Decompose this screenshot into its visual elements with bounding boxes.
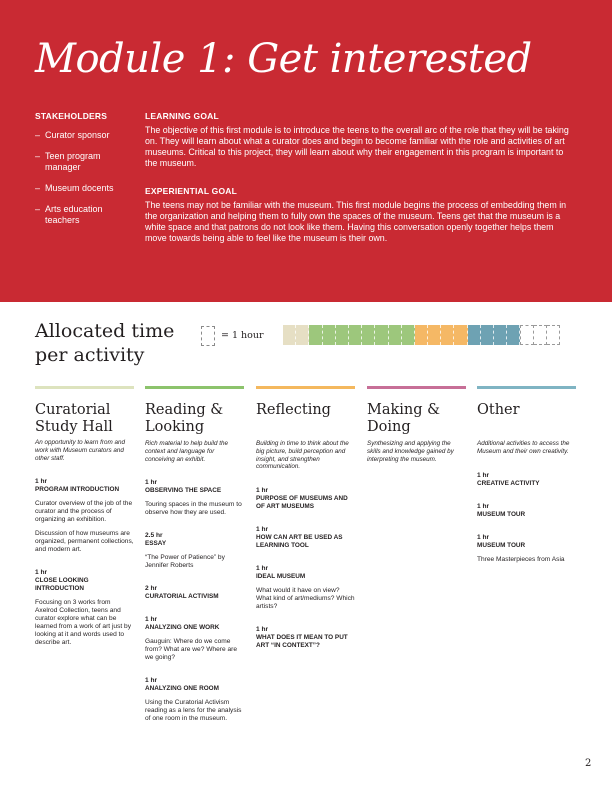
page-number: 2	[585, 758, 592, 769]
stakeholder-item: – Curator sponsor	[35, 130, 135, 141]
activity-description: Using the Curatorial Activism reading as a lens for the analysis of one room in the museum.	[145, 699, 242, 723]
page-title: Module 1: Get interested	[35, 36, 532, 82]
activity-duration: 1 hr	[256, 565, 269, 573]
activity-item	[145, 479, 244, 517]
activity-description: Three Masterpieces from Asia	[477, 555, 565, 563]
activity-description: Touring spaces in the museum to observe how they are used.	[145, 501, 242, 517]
hour-block-reading	[389, 325, 402, 345]
activity-duration: 1 hr	[477, 471, 490, 479]
activity-item	[256, 487, 355, 511]
activity-item	[35, 569, 134, 647]
hour-block-reflecting	[441, 325, 454, 345]
column-title: Curatorial Study Hall	[35, 402, 113, 435]
column-color-rule	[367, 386, 466, 389]
activity-title: ANALYZING ONE ROOM	[145, 685, 219, 693]
hour-block-other	[507, 325, 520, 345]
activity-item	[145, 677, 244, 723]
stakeholders-section	[35, 111, 135, 236]
activity-description: Discussion of how museums are organized, permanent collections, and modern art.	[35, 530, 134, 554]
column-description: Additional activities to access the Museum and their own creativity.	[477, 440, 570, 455]
stakeholders-heading: STAKEHOLDERS	[35, 111, 108, 121]
activity-list	[477, 472, 576, 564]
activity-list	[145, 479, 244, 723]
activity-duration: 2 hr	[145, 585, 158, 593]
hour-block-reading	[336, 325, 349, 345]
hour-block-curatorial	[283, 325, 296, 345]
activity-description: What would it have on view? What kind of art/mediums? Which artists?	[256, 587, 355, 611]
experiential-goal-heading: EXPERIENTIAL GOAL	[145, 186, 238, 196]
hour-block-reflecting	[454, 325, 467, 345]
hour-block-other	[481, 325, 494, 345]
allocated-time-line1: Allocated time	[35, 320, 175, 342]
hour-block-reflecting	[415, 325, 428, 345]
activity-title: ESSAY	[145, 540, 167, 548]
column-color-rule	[35, 386, 134, 389]
activity-item	[477, 503, 576, 519]
experiential-goal-text: The teens may not be familiar with the museum. This first module begins the process of embedding them in the organization and helping them to fully own the spaces of the museum. Teens get that the museum is a white space and that patrons do not look like them. Having this conversation openly together helps them move towards being able to feel like the museum is their own.	[145, 200, 567, 243]
activity-title: CLOSE LOOKING INTRODUCTION	[35, 577, 89, 593]
column-description: Building in time to think about the big picture, build perception and insight, and strengthen communication.	[256, 440, 349, 471]
activity-duration: 1 hr	[477, 502, 490, 510]
hour-legend-label: = 1 hour	[221, 330, 264, 341]
activity-column	[477, 386, 576, 579]
hour-block-empty	[547, 325, 560, 345]
column-title: Reading & Looking	[145, 402, 224, 435]
activity-item	[145, 616, 244, 662]
activity-duration: 1 hr	[145, 616, 158, 624]
stakeholder-item: – Museum docents	[35, 183, 135, 194]
column-description: Synthesizing and applying the skills and knowledge gained by interpreting the museum.	[367, 440, 454, 463]
header-banner	[0, 0, 612, 302]
activity-title: HOW CAN ART BE USED AS LEARNING TOOL	[256, 534, 343, 550]
activity-description: Gauguin: Where do we come from? What are we? Where are we going?	[145, 638, 237, 662]
activity-item	[256, 565, 355, 611]
column-description: Rich material to help build the context and language for conceiving an exhibit.	[145, 440, 228, 463]
activity-duration: 1 hr	[145, 479, 158, 487]
activity-duration: 1 hr	[256, 487, 269, 495]
stakeholder-item: – Arts education teachers	[35, 204, 135, 226]
activity-title: MUSEUM TOUR	[477, 510, 526, 518]
activity-duration: 1 hr	[35, 478, 48, 486]
activity-title: WHAT DOES IT MEAN TO PUT ART “IN CONTEXT”?	[256, 634, 348, 650]
column-title: Making & Doing	[367, 402, 441, 435]
activity-title: CURATORIAL ACTIVISM	[145, 593, 219, 601]
hour-block-empty	[534, 325, 547, 345]
activity-item	[145, 585, 244, 601]
column-color-rule	[256, 386, 355, 389]
activity-item	[477, 472, 576, 488]
column-color-rule	[477, 386, 576, 389]
activity-column	[367, 386, 466, 479]
hour-block-reflecting	[428, 325, 441, 345]
column-description: An opportunity to learn from and work with Museum curators and other staff.	[35, 439, 125, 462]
allocated-time-line2: per activity	[35, 344, 145, 366]
activity-duration: 1 hr	[256, 626, 269, 634]
activity-title: ANALYZING ONE WORK	[145, 624, 220, 632]
column-color-rule	[145, 386, 244, 389]
learning-goal-heading: LEARNING GOAL	[145, 111, 219, 121]
activity-column	[256, 386, 355, 665]
activity-title: MUSEUM TOUR	[477, 541, 526, 549]
activity-description: Focusing on 3 works from Axelrod Collection, teens and curator explore what can be learned from a work of art just by looking at it and words used to describe art.	[35, 599, 132, 647]
activity-item	[145, 532, 244, 570]
hour-block-empty	[520, 325, 533, 345]
hour-block-reading	[362, 325, 375, 345]
activity-duration: 1 hr	[256, 526, 269, 534]
column-title: Other	[477, 402, 520, 418]
activity-description: Curator overview of the job of the curator and the process of organizing an exhibition.	[35, 500, 133, 524]
stakeholders-list	[35, 130, 135, 226]
hour-legend-swatch	[201, 326, 215, 346]
hour-block-reading	[309, 325, 322, 345]
activity-title: PROGRAM INTRODUCTION	[35, 486, 120, 494]
activity-column	[145, 386, 244, 738]
stakeholder-item: – Teen program manager	[35, 151, 135, 173]
activity-title: IDEAL MUSEUM	[256, 573, 306, 581]
activity-list	[35, 478, 134, 647]
activity-item	[256, 526, 355, 550]
activity-duration: 1 hr	[477, 533, 490, 541]
hour-block-other	[468, 325, 481, 345]
time-allocation-bar	[283, 325, 560, 345]
activity-description: “The Power of Patience” by Jennifer Roberts	[145, 554, 225, 570]
activity-list	[256, 487, 355, 650]
learning-goal-text: The objective of this first module is to introduce the teens to the overall arc of the role that they will be taking on. They will learn about what a curator does and begin to become familiar with the role and activities of art museums. Critical to this project, they will learn about why their engagement in this program is important to the museum.	[145, 125, 569, 168]
activity-duration: 2.5 hr	[145, 532, 163, 540]
hour-block-reading	[402, 325, 415, 345]
goals-section	[145, 111, 575, 244]
hour-block-reading	[375, 325, 388, 345]
activity-duration: 1 hr	[35, 569, 48, 577]
activity-duration: 1 hr	[145, 677, 158, 685]
activity-title: OBSERVING THE SPACE	[145, 487, 222, 495]
hour-block-other	[494, 325, 507, 345]
activity-item	[477, 534, 576, 564]
activity-column	[35, 386, 134, 662]
hour-block-reading	[349, 325, 362, 345]
allocated-time-heading	[35, 319, 174, 367]
hour-block-curatorial	[296, 325, 309, 345]
column-title: Reflecting	[256, 402, 331, 418]
hour-block-reading	[323, 325, 336, 345]
activity-title: PURPOSE OF MUSEUMS AND OF ART MUSEUMS	[256, 495, 348, 511]
activity-title: CREATIVE ACTIVITY	[477, 479, 540, 487]
activity-item	[256, 626, 355, 650]
activity-item	[35, 478, 134, 554]
